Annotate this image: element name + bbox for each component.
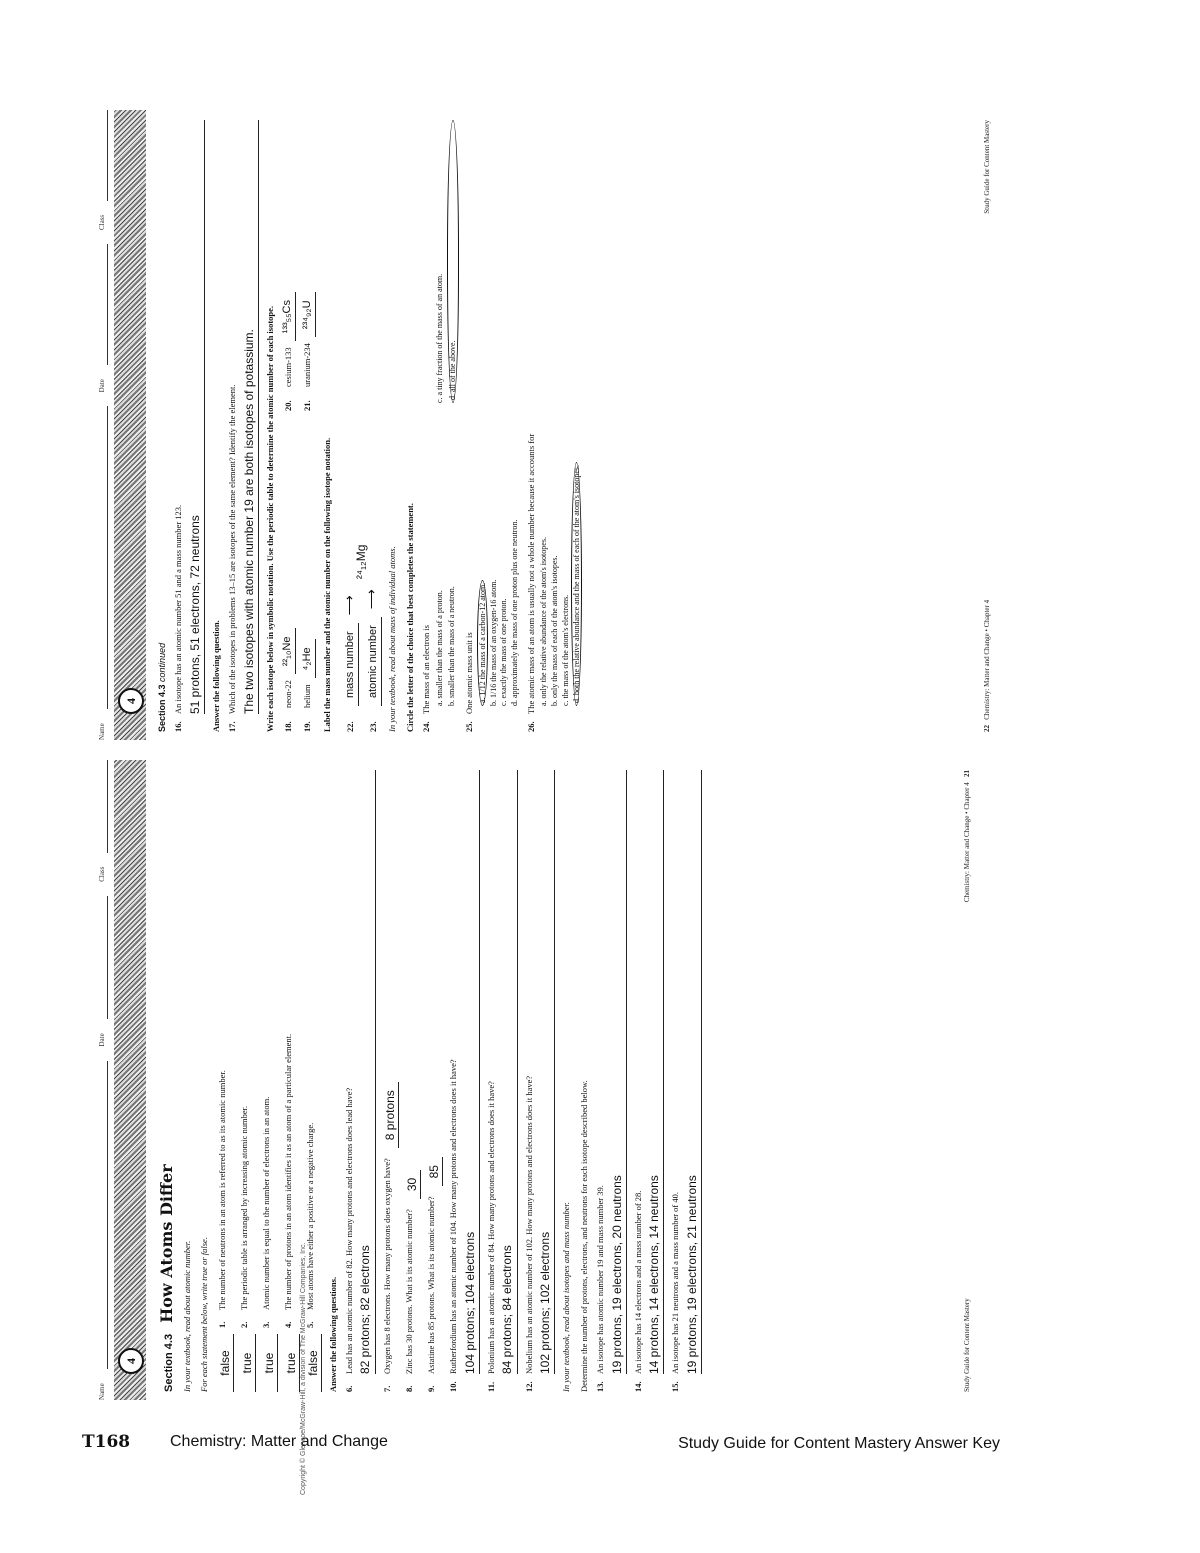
choice-d-circled[interactable]: d. both the relative abundance and the mass of each of the atom's isotopes. [571, 462, 582, 706]
isotope-name: helium [302, 684, 313, 708]
isotope-item [300, 120, 316, 411]
page-footer [983, 120, 992, 732]
chapter-banner [114, 760, 146, 1400]
question-number: 16. [173, 721, 184, 732]
section-title: How Atoms Differ [157, 1164, 176, 1323]
answer-key-title: Study Guide for Content Mastery Answer Key [678, 1435, 1000, 1452]
question-11 [486, 770, 497, 1392]
answer-line[interactable]: 85 [426, 1157, 443, 1186]
question-number: 9. [426, 1385, 437, 1392]
question-number: 13. [595, 1381, 606, 1392]
arrow-right-icon: ⟶ [342, 595, 358, 616]
question-text: Astatine has 85 protons. What is its atomic number? [426, 1196, 437, 1374]
choice-list [478, 120, 521, 706]
mass-number-row [342, 589, 361, 732]
question-text: An isotope has 14 electrons and a mass number of 28. [632, 1190, 643, 1374]
date-label: Date [98, 379, 106, 393]
choice-b[interactable]: b. 1/16 the mass of an oxygen-16 atom. [488, 579, 498, 706]
class-label: Class [98, 866, 106, 882]
choice-c[interactable]: c. the mass of the atom's electrons. [561, 594, 571, 706]
book-title: Chemistry: Matter and Change [170, 1433, 388, 1450]
choice-c[interactable]: c. a tiny fraction of the mass of an atom. [434, 273, 444, 403]
page-footer [963, 770, 972, 1392]
question-text: The mass of an electron is [421, 625, 432, 714]
question-text: The atomic mass of an atom is usually not a whole number because it accounts for [525, 433, 536, 714]
question-text: Zinc has 30 protons. What is its atomic number? [403, 1209, 414, 1374]
reading-instruction: In your textbook, read about atomic number. [181, 1240, 192, 1392]
choice-b[interactable]: b. smaller than the mass of a neutron. [446, 586, 456, 706]
statement: Most atoms have either a positive or a negative charge. [304, 1122, 315, 1310]
symbolic-instruction: Write each isotope below in symbolic notation. Use the periodic table to determine the atomic number of each isotope. [264, 305, 275, 732]
question-8 [404, 770, 421, 1392]
question-number: 24. [421, 721, 432, 732]
question-number: 20. [282, 400, 293, 411]
question-13 [595, 770, 606, 1392]
isotope-name: uranium-234 [302, 343, 313, 387]
question-15 [670, 770, 681, 1392]
question-text: Lead has an atomic number of 82. How many protons and electrons does lead have? [344, 1087, 354, 1374]
isotope-label-diagram [338, 120, 386, 732]
section-label: Section 4.3 [157, 684, 167, 732]
question-number: 7. [381, 1385, 392, 1392]
question-text: Polonium has an atomic number of 84. How many protons and electrons does it have? [485, 1081, 496, 1374]
copyright-notice: Copyright © Glencoe/McGraw-Hill, a division of The McGraw-Hill Companies, Inc. [300, 1242, 307, 1495]
section-heading [156, 770, 178, 1392]
choice-a[interactable]: a. only the relative abundance of the atom's isotopes. [539, 537, 549, 706]
date-label: Date [98, 1033, 106, 1047]
question-number: 8. [403, 1385, 414, 1392]
question-25 [464, 120, 475, 732]
choice-b[interactable]: b. only the mass of each of the atom's isotopes. [550, 555, 560, 706]
question-number: 6. [344, 1385, 354, 1392]
footer-left: Chemistry: Matter and Change • Chapter 4 [982, 599, 991, 720]
tf-answer[interactable]: true [283, 1334, 300, 1392]
name-date-class-line [98, 110, 112, 740]
answer-line[interactable]: 82 protons; 82 electrons [357, 770, 375, 1374]
true-false-instruction: For each statement below, write true or false. [199, 1237, 210, 1392]
footer-page-number: 22 [982, 725, 991, 732]
question-10 [448, 770, 459, 1392]
section-heading [156, 120, 168, 732]
chapter-badge: 4 [118, 688, 144, 714]
worksheet-page-21 [96, 760, 976, 1400]
footer-left: Study Guide for Content Mastery [962, 1298, 971, 1392]
statement: The periodic table is arranged by increasing atomic number. [238, 1105, 249, 1310]
determine-instruction: Determine the number of protons, electrons, and neutrons for each isotope described below. [578, 1080, 589, 1392]
magnesium-symbol: ²⁴₁₂Mg [354, 544, 369, 580]
question-number: 10. [448, 1381, 459, 1392]
answer-instruction: Answer the following questions. [327, 1276, 338, 1392]
answer-line[interactable]: 19 protons, 19 electrons, 21 neutrons [684, 770, 702, 1374]
section-label: Section 4.3 [163, 1333, 175, 1392]
question-number: 18. [282, 721, 293, 732]
question-number: 14. [632, 1381, 643, 1392]
question-number: 22. [345, 721, 356, 732]
reading-instruction: In your textbook, read about mass of individual atoms. [387, 546, 398, 732]
answer-line[interactable]: 51 protons, 51 electrons, 72 neutrons [187, 120, 205, 714]
question-text: An isotope has 21 neutrons and a mass number of 40. [670, 1191, 681, 1374]
statement: The number of neutrons in an atom is referred to as its atomic number. [216, 1070, 227, 1310]
page-number: T168 [82, 1432, 131, 1452]
question-26 [526, 120, 537, 732]
isotope-item [280, 441, 296, 732]
question-number: 19. [302, 721, 313, 732]
isotope-item [280, 120, 296, 411]
choice-a-circled[interactable]: a. 1/12 the mass of a carbon-12 atom. [477, 580, 488, 706]
question-9 [426, 770, 443, 1392]
reading-instruction: In your textbook, read about isotopes and mass number. [561, 1202, 572, 1392]
answer-line[interactable]: The two isotopes with atomic number 19 are both isotopes of potassium. [241, 120, 259, 714]
tf-item [217, 770, 234, 1392]
answer-line[interactable]: 14 protons, 14 electrons, 14 neutrons [646, 770, 664, 1374]
arrow-right-icon: ⟶ [365, 589, 381, 610]
statement: Atomic number is equal to the number of electrons in an atom. [260, 1096, 271, 1310]
choice-list [435, 120, 460, 706]
answer-line[interactable]: atomic number [366, 617, 382, 706]
question-number: 12. [523, 1381, 534, 1392]
tf-item [305, 770, 322, 1392]
footer-right: Chemistry: Matter and Change • Chapter 4 [962, 782, 971, 903]
answer-line[interactable]: 102 protons; 102 electrons [537, 770, 555, 1374]
answer-instruction: Answer the following question. [210, 620, 221, 732]
circle-instruction: Circle the letter of the choice that best completes the statement. [404, 503, 415, 732]
choice-c[interactable]: c. exactly the mass of one proton. [499, 598, 509, 706]
question-number: 2. [238, 1321, 249, 1328]
statement: The number of protons in an atom identifies it as an atom of a particular element. [282, 1033, 293, 1310]
question-14 [633, 770, 644, 1392]
footer-page-number: 21 [962, 770, 971, 777]
question-number: 25. [464, 721, 475, 732]
question-number: 1. [216, 1321, 227, 1328]
worksheet-page-22 [96, 110, 996, 740]
chapter-banner [114, 110, 146, 740]
question-number: 11. [485, 1381, 496, 1392]
name-label: Name [98, 1383, 106, 1400]
question-12 [524, 770, 535, 1392]
tf-answer[interactable]: false [217, 1334, 234, 1392]
name-label: Name [98, 723, 106, 740]
question-number: 4. [282, 1321, 293, 1328]
footer-right: Study Guide for Content Mastery [982, 120, 991, 214]
question-number: 5. [304, 1321, 315, 1328]
question-text: Nobelium has an atomic number of 102. How many protons and electrons does it have? [523, 1075, 534, 1374]
question-number: 21. [302, 400, 313, 411]
question-number: 17. [227, 721, 238, 732]
tf-answer[interactable]: false [305, 1334, 322, 1392]
question-text: One atomic mass unit is [464, 632, 475, 714]
answer-line[interactable]: mass number [343, 623, 359, 706]
question-text: An isotope has atomic number 19 and mass number 39. [595, 1185, 606, 1374]
isotope-notation-grid [280, 120, 316, 732]
question-text: An isotope has an atomic number 51 and a mass number 123. [173, 504, 184, 714]
question-number: 3. [260, 1321, 271, 1328]
question-16 [173, 120, 184, 732]
answer-line[interactable]: 8 protons [382, 1082, 399, 1148]
name-date-class-line [98, 760, 112, 1400]
tf-answer[interactable]: true [239, 1334, 256, 1392]
question-number: 23. [368, 721, 379, 732]
question-text: Oxygen has 8 electrons. How many protons does oxygen have? [381, 1158, 392, 1374]
isotope-item [300, 441, 316, 732]
question-number: 26. [525, 721, 536, 732]
choice-a[interactable]: a. smaller than the mass of a proton. [434, 590, 444, 706]
answer-line[interactable]: 84 protons; 84 electrons [499, 770, 517, 1374]
label-instruction: Label the mass number and the atomic number on the following isotope notation. [322, 437, 333, 732]
atomic-number-row [364, 589, 383, 732]
question-17 [227, 120, 238, 732]
choice-list [539, 120, 582, 706]
isotope-symbol-answer[interactable]: ²³⁴₉₂U [300, 292, 316, 337]
tf-item [261, 770, 278, 1392]
isotope-symbol-answer[interactable]: ⁴₂He [300, 639, 316, 678]
question-number: 15. [670, 1381, 681, 1392]
question-7 [382, 770, 399, 1392]
question-text: Rutherfordium has an atomic number of 104. How many protons and electrons does it have? [448, 1059, 459, 1374]
answer-line[interactable]: 19 protons, 19 electrons, 20 neutrons [609, 770, 627, 1374]
section-continued: continued [157, 642, 167, 682]
isotope-name: neon-22 [282, 680, 293, 708]
tf-item [239, 770, 256, 1392]
answer-line[interactable]: 104 protons; 104 electrons [462, 770, 480, 1374]
tf-answer[interactable]: true [261, 1334, 278, 1392]
question-24 [421, 120, 432, 732]
choice-d[interactable]: d. approximately the mass of one proton plus one neutron. [510, 519, 520, 706]
isotope-name: cesium-133 [282, 347, 293, 387]
isotope-symbol-answer[interactable]: ¹³³₅₅Cs [280, 292, 296, 341]
class-label: Class [98, 214, 106, 231]
question-6 [344, 770, 355, 1392]
chapter-badge: 4 [118, 1348, 144, 1374]
question-text: Which of the isotopes in problems 13–15 are isotopes of the same element? Identify the element. [227, 384, 238, 714]
isotope-symbol-answer[interactable]: ²²₁₀Ne [280, 628, 296, 674]
tf-item [283, 770, 300, 1392]
choice-d-circled[interactable]: d. all of the above. [447, 120, 460, 403]
answer-line[interactable]: 30 [404, 1170, 421, 1199]
